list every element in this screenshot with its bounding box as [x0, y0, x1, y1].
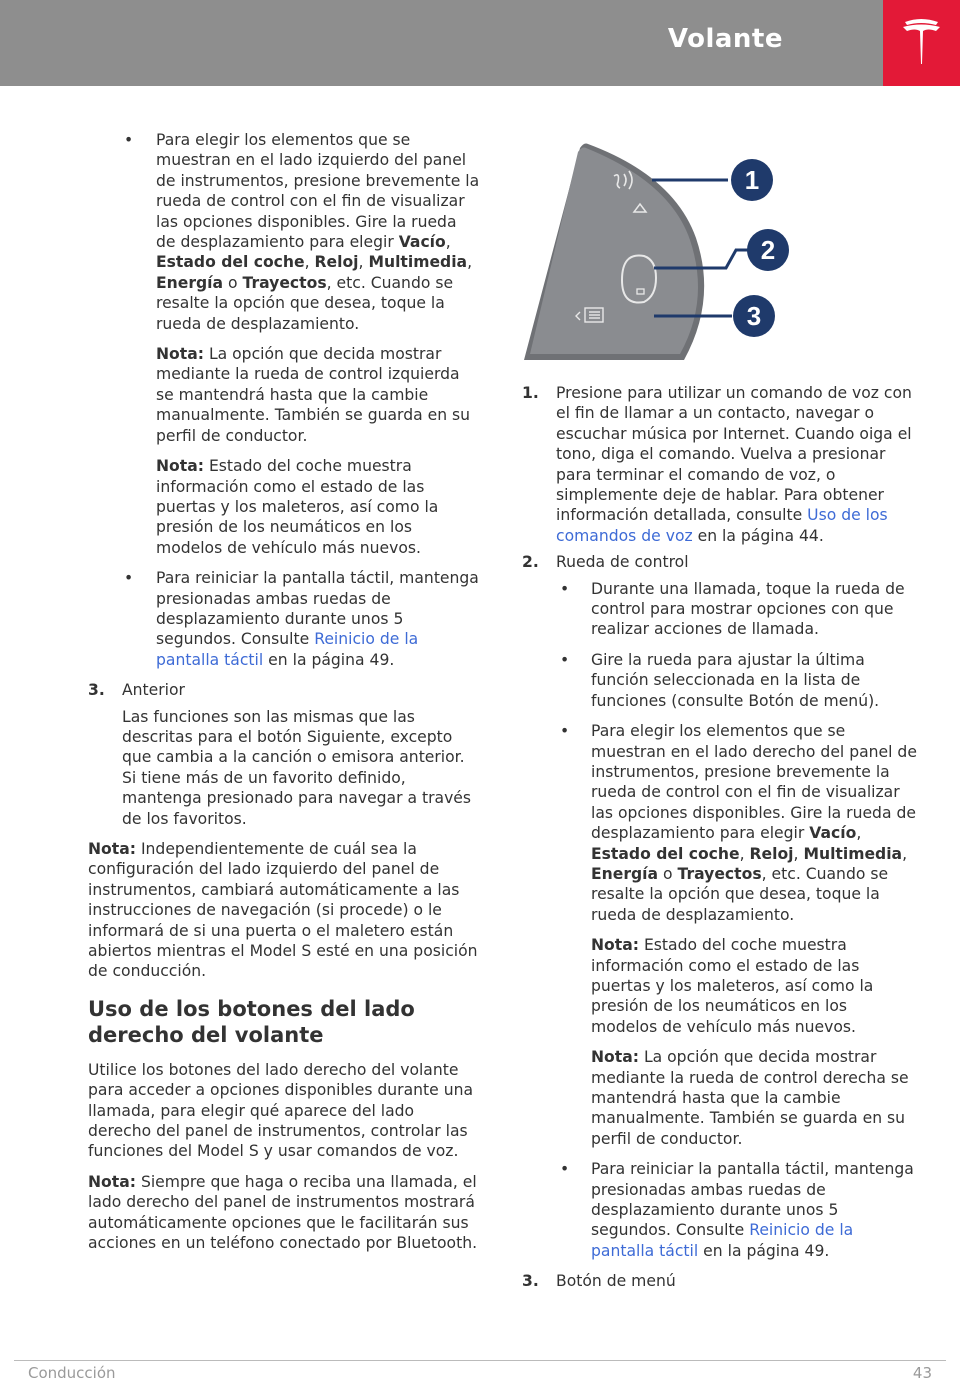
bullet-text: Durante una llamada, toque la rueda de control para mostrar opciones con que realizar acciones de llamada.: [591, 579, 905, 639]
bullet: •: [560, 722, 570, 741]
footer-section: Conducción: [28, 1364, 116, 1382]
brand-logo: [883, 0, 960, 86]
callout-1: [731, 159, 773, 201]
bullet: •: [560, 1160, 570, 1179]
page-number: 43: [912, 1364, 932, 1382]
section-intro: Utilice los botones del lado derecho del volante para acceder a opciones disponibles durante una llamada, para elegir qué aparece del lado derecho del panel de instrumentos, controlar las funciones del Model S y usar comandos de voz.: [88, 1060, 474, 1161]
item-number: 1.: [522, 384, 539, 402]
item-title: Anterior: [122, 681, 185, 700]
tesla-logo-icon: [883, 0, 960, 86]
note: Nota: La opción que decida mostrar mediante la rueda de control derecha se mantendrá hasta que la cambie manualmente. También se guarda en su perfil de conductor.: [591, 1048, 909, 1148]
bullet-text: Para reiniciar la pantalla táctil, mantenga presionadas ambas ruedas de desplazamiento durante unos 5 segundos. Consulte Reinicio de la pantalla táctil en la página 49.: [591, 1160, 914, 1260]
note: Nota: La opción que decida mostrar mediante la rueda de control izquierda se mantendrá hasta que la cambie manualmente. También se guarda en su perfil de conductor.: [156, 345, 471, 445]
page-title: Volante: [667, 24, 783, 54]
steering-buttons-diagram: [522, 140, 812, 362]
note: Nota: Siempre que haga o reciba una llamada, el lado derecho del panel de instrumentos mostrará automáticamente opciones que le facilitarán sus acciones en un teléfono conectado por Bluetooth.: [88, 1172, 478, 1253]
left-column: [88, 130, 480, 1264]
left-bullet-2-text: Para reiniciar la pantalla táctil, mantenga presionadas ambas ruedas de desplazamiento durante unos 5 segundos. Consulte Reinicio de la pantalla táctil en la página 49.: [156, 569, 479, 669]
bullet: •: [560, 650, 570, 669]
list-item: [88, 568, 480, 670]
svg-text:1: 1: [744, 165, 760, 195]
item-title: Rueda de control: [556, 553, 689, 572]
callout-2: [747, 229, 789, 271]
page-header: [0, 0, 883, 86]
list-item: [522, 1159, 918, 1261]
note: Nota: Estado del coche muestra información como el estado de las puertas y los maleteros, así como la presión de los neumáticos en los modelos de vehículo más nuevos.: [156, 457, 439, 557]
item-number: 2.: [522, 553, 539, 572]
right-column: [522, 383, 918, 1298]
bullet: •: [560, 579, 570, 598]
section-heading: Uso de los botones del lado derecho del volante: [88, 996, 415, 1047]
item-number: 3.: [88, 681, 105, 700]
list-item: [88, 130, 480, 334]
item-title: Botón de menú: [556, 1272, 676, 1291]
list-item: [522, 721, 918, 925]
numbered-item: [88, 680, 480, 700]
bullet-text: Gire la rueda para ajustar la última función seleccionada en la lista de funciones (consulte Botón de menú).: [591, 650, 880, 710]
numbered-item: [522, 383, 918, 546]
svg-text:2: 2: [760, 235, 776, 265]
steering-wheel-right-buttons-figure: [522, 140, 812, 362]
link-comandos-voz[interactable]: Uso de los comandos de voz: [556, 506, 888, 545]
bullet: •: [124, 569, 134, 588]
bullet: •: [124, 131, 134, 149]
item-number: 3.: [522, 1272, 539, 1291]
callout-3: [733, 295, 775, 337]
numbered-item: [522, 1271, 918, 1291]
left-bullet-1-text: Para elegir los elementos que se muestran en el lado izquierdo del panel de instrumentos, presione brevemente la rueda de control con el fin de visualizar las opciones disponibles. Gire la rueda de desplazamiento para elegir Vacío, Estado del coche, Reloj, Multimedia, Energía o Trayectos, etc. Cuando se resalte la opción que desea, toque la rueda de desplazamiento.: [156, 131, 480, 333]
bullet-text: Para elegir los elementos que se muestran en el lado derecho del panel de instrumentos, presione brevemente la rueda de control con el fin de visualizar las opciones disponibles. Gire la rueda de desplazamiento para elegir Vacío, Estado del coche, Reloj, Multimedia, Energía o Trayectos, etc. Cuando se resalte la opción que desea, toque la rueda de desplazamiento.: [591, 722, 917, 924]
note: Nota: Estado del coche muestra información como el estado de las puertas y los maleteros, así como la presión de los neumáticos en los modelos de vehículo más nuevos.: [591, 936, 874, 1036]
list-item: [522, 650, 918, 711]
link-reinicio-pantalla[interactable]: Reinicio de la pantalla táctil: [591, 1221, 854, 1260]
list-item: [522, 579, 918, 640]
numbered-item: [522, 552, 918, 572]
svg-text:3: 3: [746, 301, 762, 331]
item-text: Presione para utilizar un comando de voz con el fin de llamar a un contacto, navegar o escuchar música por Internet. Cuando oiga el tono, diga el comando. Vuelva a presionar para terminar el comando de voz, o simplemente deje de hablar. Para obtener información detallada, consulte Uso de los comandos de voz en la página 44.: [556, 384, 912, 545]
note: Nota: Independientemente de cuál sea la configuración del lado izquierdo del panel de instrumentos, cambiará automáticamente a las instrucciones de navegación (si procede) o le informará de si una puerta o el maletero están abiertos mientras el Model S esté en una posición de conducción.: [88, 840, 478, 981]
item-description: Las funciones son las mismas que las descritas para el botón Siguiente, excepto que cambia a la canción o emisora anterior. Si tiene más de un favorito definido, mantenga presionado para navegar a través de los favoritos.: [122, 707, 472, 828]
footer-divider: [14, 1360, 946, 1361]
link-reinicio-pantalla[interactable]: Reinicio de la pantalla táctil: [156, 630, 419, 669]
